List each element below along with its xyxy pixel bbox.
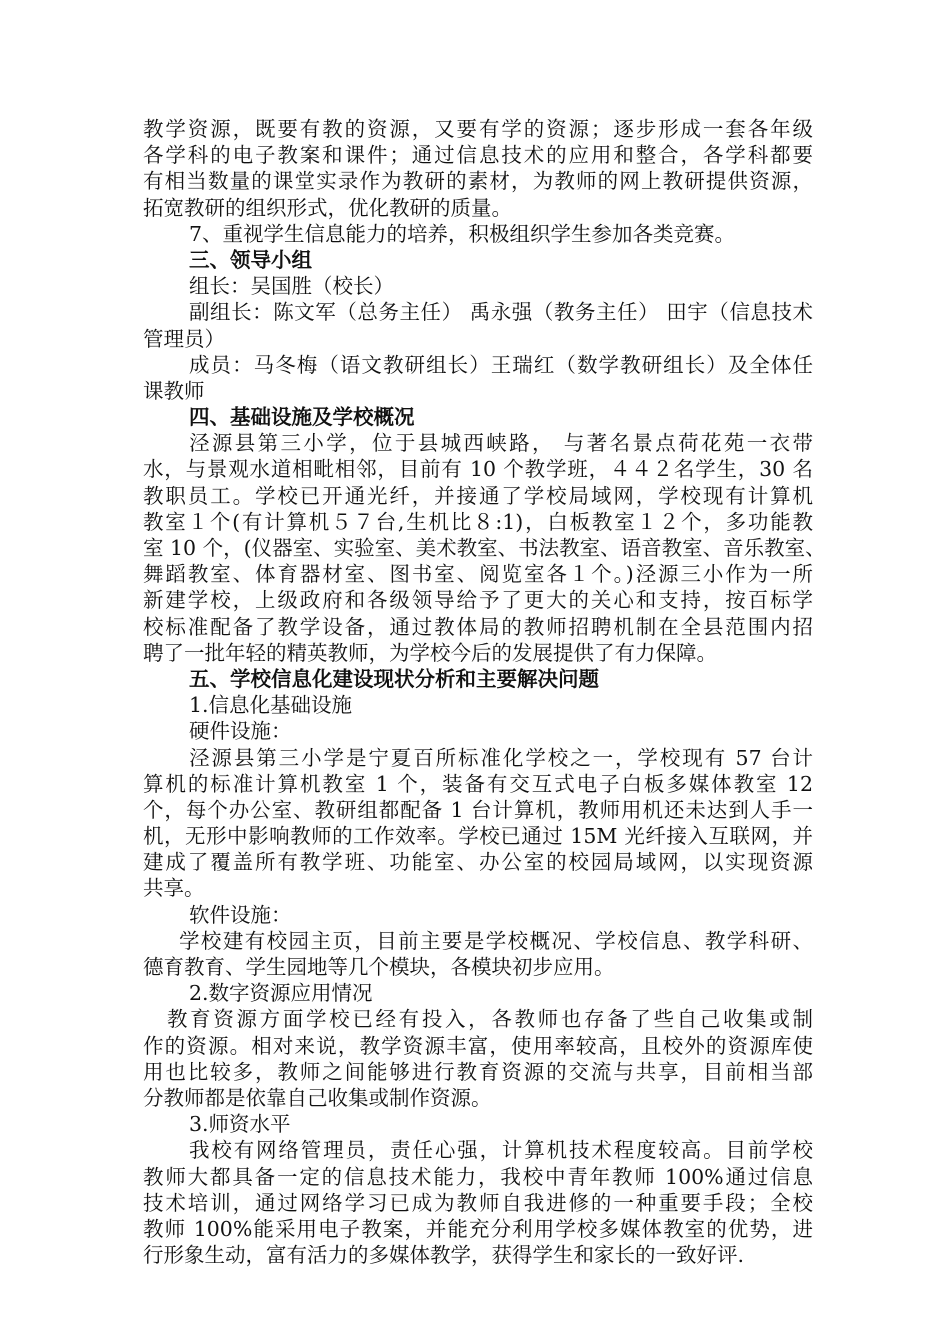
section-heading: 三、领导小组 xyxy=(189,247,312,272)
body-text-line: 教育资源方面学校已经有投入，各教师也存备了些自己收集或制 xyxy=(167,1007,813,1032)
body-text-line: 新建学校，上级政府和各级领导给予了更大的关心和支持，按百标学 xyxy=(143,588,813,613)
body-text-line: 课教师 xyxy=(143,378,205,403)
body-text-line: 副组长：陈文军（总务主任） 禹永强（教务主任） 田宇（信息技术 xyxy=(189,300,813,325)
body-text-line: 校标准配备了教学设备，通过教体局的教师招聘机制在全县范围内招 xyxy=(143,614,813,639)
body-text-line: 管理员） xyxy=(143,326,225,351)
section-heading: 五、学校信息化建设现状分析和主要解决问题 xyxy=(189,666,599,691)
body-text-line: 用也比较多，教师之间能够进行教育资源的交流与共享，目前相当部 xyxy=(143,1059,813,1084)
body-text-line: 德育教育、学生园地等几个模块，各模块初步应用。 xyxy=(143,955,615,979)
body-text-line: 建成了覆盖所有教学班、功能室、办公室的校园局域网，以实现资源 xyxy=(143,850,813,875)
body-text-line: 教职员工。学校已开通光纤，并接通了学校局域网，学校现有计算机 xyxy=(143,483,813,508)
body-text-line: 7、重视学生信息能力的培养，积极组织学生参加各类竞赛。 xyxy=(189,221,736,246)
body-text-line: 硬件设施： xyxy=(189,719,292,744)
body-text-line: 聘了一批年轻的精英教师，为学校今后的发展提供了有力保障。 xyxy=(143,640,717,665)
body-text-line: 成员：马冬梅（语文教研组长）王瑞红（数学教研组长）及全体任 xyxy=(189,352,813,377)
body-text-line: 教学资源，既要有教的资源，又要有学的资源；逐步形成一套各年级 xyxy=(143,117,813,141)
body-text-line: 学校建有校园主页，目前主要是学校概况、学校信息、教学科研、 xyxy=(179,928,813,953)
body-text-line: 机，无形中影响教师的工作效率。学校已通过 15M 光纤接入互联网，并 xyxy=(143,824,813,849)
body-text-line: 拓宽教研的组织形式，优化教研的质量。 xyxy=(143,195,512,220)
section-heading: 四、基础设施及学校概况 xyxy=(189,405,415,430)
body-text-line: 行形象生动，富有活力的多媒体教学，获得学生和家长的一致好评. xyxy=(143,1243,745,1268)
body-text-line: 室 10 个，(仪器室、实验室、美术教室、书法教室、语音教室、音乐教室、 xyxy=(143,536,826,560)
body-text-line: 作的资源。相对来说，教学资源丰富，使用率较高，且校外的资源库使 xyxy=(143,1033,813,1058)
body-text-line: 各学科的电子教案和课件；通过信息技术的应用和整合，各学科都要 xyxy=(143,143,813,168)
body-text-line: 泾源县第三小学，位于县城西峡路， 与著名景点荷花苑一衣带 xyxy=(189,431,813,456)
body-text-line: 水，与景观水道相毗相邻，目前有 10 个教学班，４４２名学生，30 名 xyxy=(143,457,813,482)
body-text-line: 组长：吴国胜（校长） xyxy=(189,274,394,299)
document-body xyxy=(143,116,826,1268)
body-text-line: 算机的标准计算机教室 1 个，装备有交互式电子白板多媒体教室 12 xyxy=(143,771,813,796)
body-text-line: 有相当数量的课堂实录作为教研的素材，为教师的网上教研提供资源， xyxy=(143,169,813,194)
body-text-line: 2.数字资源应用情况 xyxy=(189,981,373,1006)
body-text-line: 个，每个办公室、教研组都配备 1 台计算机，教师用机还未达到人手一 xyxy=(143,797,813,822)
body-text-line: 教师大都具备一定的信息技术能力，我校中青年教师 100%通过信息 xyxy=(143,1164,813,1189)
body-text-line: 分教师都是依靠自己收集或制作资源。 xyxy=(143,1085,492,1110)
body-text-line: 舞蹈教室、体育器材室、图书室、阅览室各１个。)泾源三小作为一所 xyxy=(143,562,813,587)
body-text-line: 泾源县第三小学是宁夏百所标准化学校之一，学校现有 57 台计 xyxy=(189,745,813,770)
body-text-line: 教师 100%能采用电子教案，并能充分利用学校多媒体教室的优势，进 xyxy=(143,1216,813,1241)
body-text-line: 1.信息化基础设施 xyxy=(189,693,353,718)
body-text-line: 我校有网络管理员，责任心强，计算机技术程度较高。目前学校 xyxy=(189,1138,813,1163)
body-text-line: 技术培训，通过网络学习已成为教师自我进修的一种重要手段；全校 xyxy=(143,1190,813,1215)
body-text-line: 教室１个(有计算机５７台,生机比８:1)，白板教室１２个，多功能教 xyxy=(143,509,813,534)
body-text-line: 软件设施： xyxy=(189,902,292,927)
body-text-line: 3.师资水平 xyxy=(189,1112,291,1137)
body-text-line: 共享。 xyxy=(143,876,205,901)
